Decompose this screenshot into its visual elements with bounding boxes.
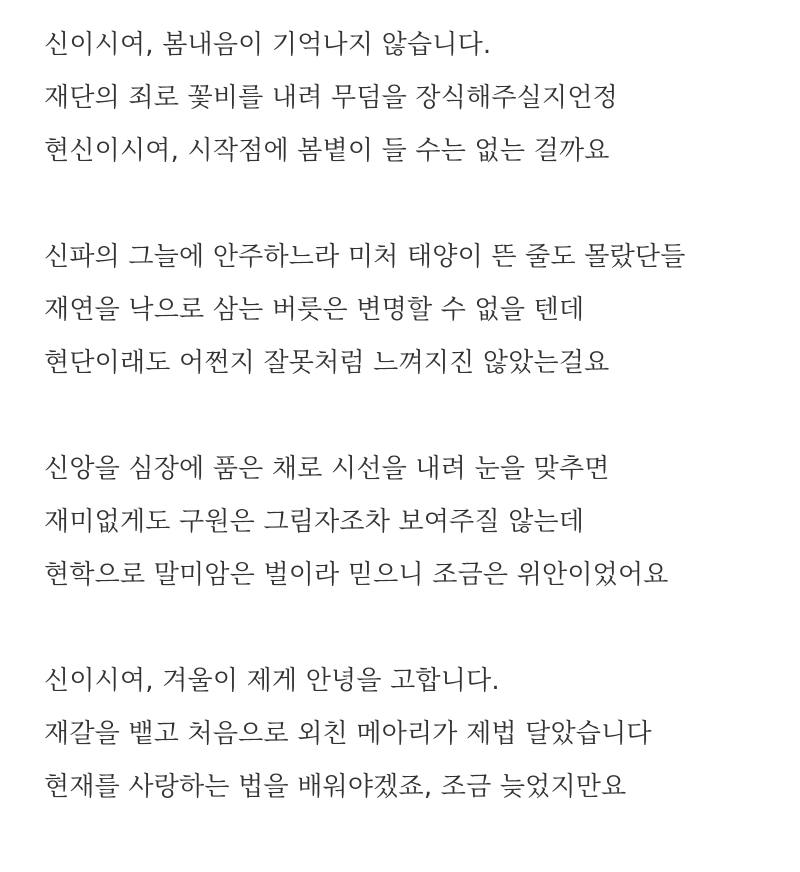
stanza-4 (44, 655, 784, 814)
poem-line: 재연을 낙으로 삼는 버릇은 변명할 수 없을 텐데 (44, 295, 585, 325)
stanza-2 (44, 231, 784, 390)
poem-line: 재단의 죄로 꽃비를 내려 무덤을 장식해주실지언정 (44, 83, 618, 113)
poem-line: 신이시여, 봄내음이 기억나지 않습니다. (44, 30, 492, 60)
poem-line: 재갈을 뱉고 처음으로 외친 메아리가 제법 달았습니다 (44, 719, 652, 749)
poem-line: 현단이래도 어쩐지 잘못처럼 느껴지진 않았는걸요 (44, 348, 610, 378)
poem-line: 현학으로 말미암은 벌이라 믿으니 조금은 위안이었어요 (44, 560, 669, 590)
poem-line: 현재를 사랑하는 법을 배워야겠죠, 조금 늦었지만요 (44, 772, 627, 802)
poem-line: 신파의 그늘에 안주하느라 미처 태양이 뜬 줄도 몰랐단들 (44, 242, 686, 272)
stanza-3 (44, 443, 784, 602)
poem-line: 재미없게도 구원은 그림자조차 보여주질 않는데 (44, 507, 585, 537)
poem-line: 신앙을 심장에 품은 채로 시선을 내려 눈을 맞추면 (44, 454, 610, 484)
poem-line: 현신이시여, 시작점에 봄볕이 들 수는 없는 걸까요 (44, 136, 610, 166)
poem-line: 신이시여, 겨울이 제게 안녕을 고합니다. (44, 666, 500, 696)
stanza-1 (44, 19, 784, 178)
poem-text (44, 19, 784, 867)
